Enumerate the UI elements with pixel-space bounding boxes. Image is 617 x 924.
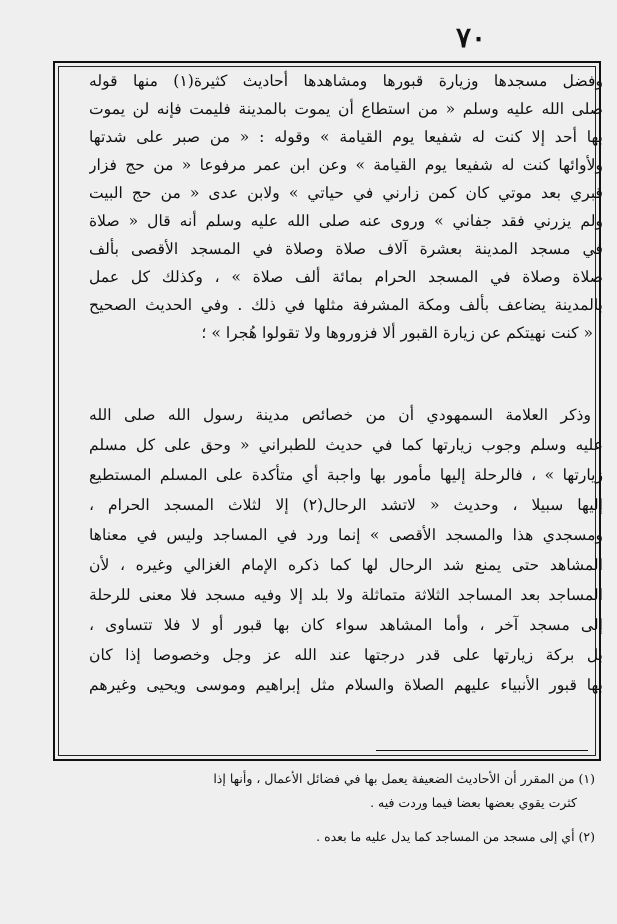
paragraph-2-line: وذكر العلامة السمهودي أن من خصائص مدينة رسول الله صلى الله [89,406,591,424]
paragraph-1-line: وفضل مسجدها وزيارة قبورها ومشاهدها أحاديث كثيرة(١) منها قوله [89,72,603,90]
paragraph-1-line: بالمدينة يضاعف بألف ومكة المشرفة مثلها في ذلك . وفي الحديث الصحيح [89,296,603,314]
paragraph-1-line: ولأوائها كنت له شفيعا يوم القيامة » وعن ابن عمر مرفوعا « من حج فزار [89,156,603,174]
footnote-2: (٢) أي إلى مسجد من المساجد كما يدل عليه ما بعده . [316,829,595,844]
paragraph-2-line: إلى مسجد آخر ، وأما المشاهد سواء كان بها قبور أو لا فلا تتساوى ، [89,616,603,634]
paragraph-1-line: « كنت نهيتكم عن زيارة القبور ألا فزوروها ولا تقولوا هُجرا » ؛ [201,324,593,342]
paragraph-1-line: ولم يزرني فقد جفاني » وروى عنه صلى الله عليه وسلم أنه قال « صلاة [89,212,603,230]
footnote-1-continuation: كثرت يقوي بعضها بعضا فيما وردت فيه . [370,795,577,810]
footnote-1: (١) من المقرر أن الأحاديث الضعيفة يعمل بها في فضائل الأعمال ، وأنها إذا [213,771,595,786]
page-number: ٧٠ [456,21,487,54]
paragraph-2-line: المشاهد حتى يمنع شد الرحال لها كما ذكره الإمام الغزالي وغيره ، لأن [89,556,603,574]
paragraph-2-line: إليها سبيلا ، وحديث « لاتشد الرحال(٢) إلا لثلاث المسجد الحرام ، [89,496,603,514]
paragraph-1-line: قبري بعد موتي كان كمن زارني في حياتي » ولابن عدى « من حج البيت [89,184,603,202]
paragraph-2-line: زيارتها » ، فالرحلة إليها مأمور بها واجبة أي متأكدة على المسلم المستطيع [89,466,603,484]
paragraph-2-line: المساجد بعد المساجد الثلاثة متماثلة ولا بلد إلا وفيه مسجد فلا معنى للرحلة [89,586,603,604]
paragraph-2-line: بها قبور الأنبياء عليهم الصلاة والسلام مثل إبراهيم وموسى ويحيى وغيرهم [89,676,603,694]
paragraph-1-line: في مسجد المدينة بعشرة آلاف صلاة وصلاة في المسجد الأقصى بألف [89,240,603,258]
paragraph-1-line: صلى الله عليه وسلم « من استطاع أن يموت بالمدينة فليمت فإنه لن يموت [89,100,603,118]
paragraph-2-line: ومسجدي هذا والمسجد الأقصى » إنما ورد في المساجد وليس في معناها [89,526,603,544]
paragraph-2-line: عليه وسلم وجوب زيارتها كما في حديث للطبراني « وحق على كل مسلم [89,436,603,454]
footnote-separator [376,750,588,751]
paragraph-1-line: بها أحد إلا كنت له شفيعا يوم القيامة » وقوله : « من صبر على شدتها [89,128,603,146]
paragraph-1-line: صلاة وصلاة في المسجد الحرام بمائة ألف صلاة » ، وكذلك كل عمل [89,268,603,286]
paragraph-2-line: بل بركة زيارتها على قدر درجتها عند الله عز وجل وخصوصا إذا كان [89,646,603,664]
